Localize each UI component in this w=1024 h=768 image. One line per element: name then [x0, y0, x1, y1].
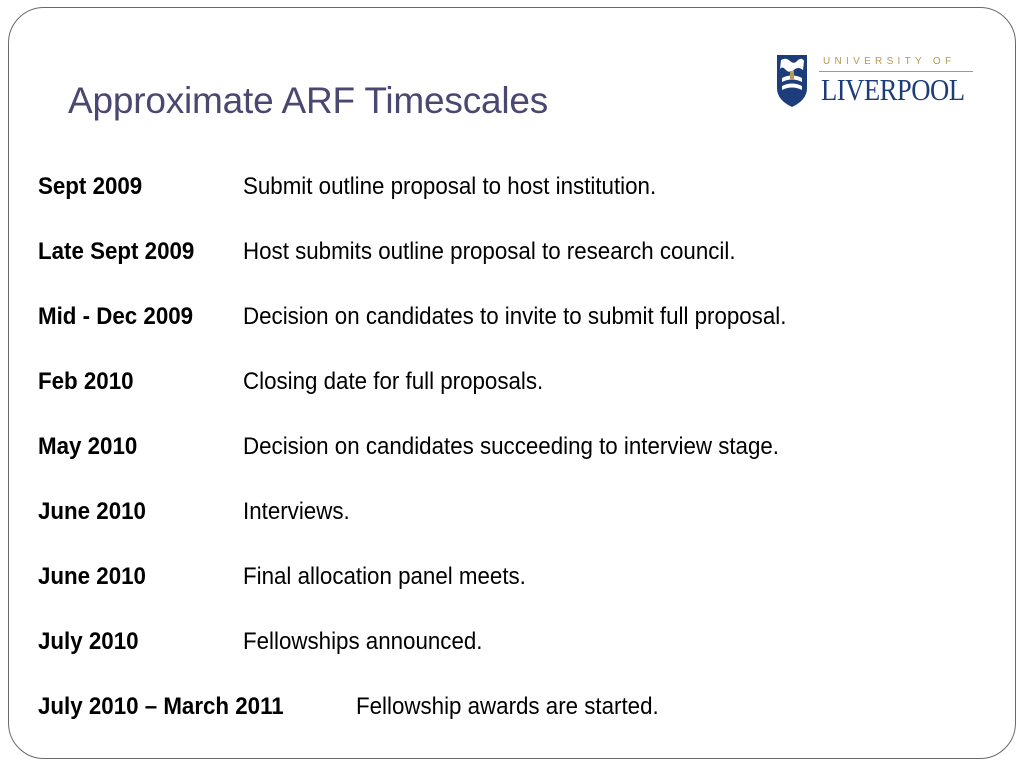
- shield-icon: [776, 54, 808, 108]
- row-description: Submit outline proposal to host institution.: [243, 173, 657, 200]
- logo-top-text: UNIVERSITY OF: [823, 56, 956, 67]
- row-date: May 2010: [38, 433, 138, 460]
- row-description: Decision on candidates succeeding to interview stage.: [243, 433, 779, 460]
- timescale-row: [38, 431, 998, 496]
- row-date: Feb 2010: [38, 368, 134, 395]
- row-date: Mid - Dec 2009: [38, 303, 194, 330]
- row-description: Final allocation panel meets.: [243, 563, 526, 590]
- timescale-row: [38, 496, 998, 561]
- row-description: Closing date for full proposals.: [243, 368, 544, 395]
- logo-main-text: LIVERPOOL: [821, 72, 965, 107]
- row-description: Fellowship awards are started.: [356, 693, 659, 720]
- timescale-row: [38, 626, 998, 691]
- row-date: July 2010 – March 2011: [38, 693, 284, 720]
- row-date: June 2010: [38, 498, 146, 525]
- university-logo: [776, 54, 976, 110]
- timescale-row: [38, 366, 998, 431]
- timescale-row: [38, 171, 998, 236]
- row-date: Sept 2009: [38, 173, 143, 200]
- row-date: June 2010: [38, 563, 146, 590]
- timescale-row: [38, 691, 998, 756]
- row-date: July 2010: [38, 628, 139, 655]
- timescale-list: [38, 171, 998, 756]
- timescale-row: [38, 561, 998, 626]
- row-description: Decision on candidates to invite to submit full proposal.: [243, 303, 787, 330]
- row-description: Host submits outline proposal to research council.: [243, 238, 736, 265]
- slide-title: Approximate ARF Timescales: [68, 80, 549, 121]
- row-description: Fellowships announced.: [243, 628, 483, 655]
- row-date: Late Sept 2009: [38, 238, 195, 265]
- timescale-row: [38, 301, 998, 366]
- timescale-row: [38, 236, 998, 301]
- row-description: Interviews.: [243, 498, 350, 525]
